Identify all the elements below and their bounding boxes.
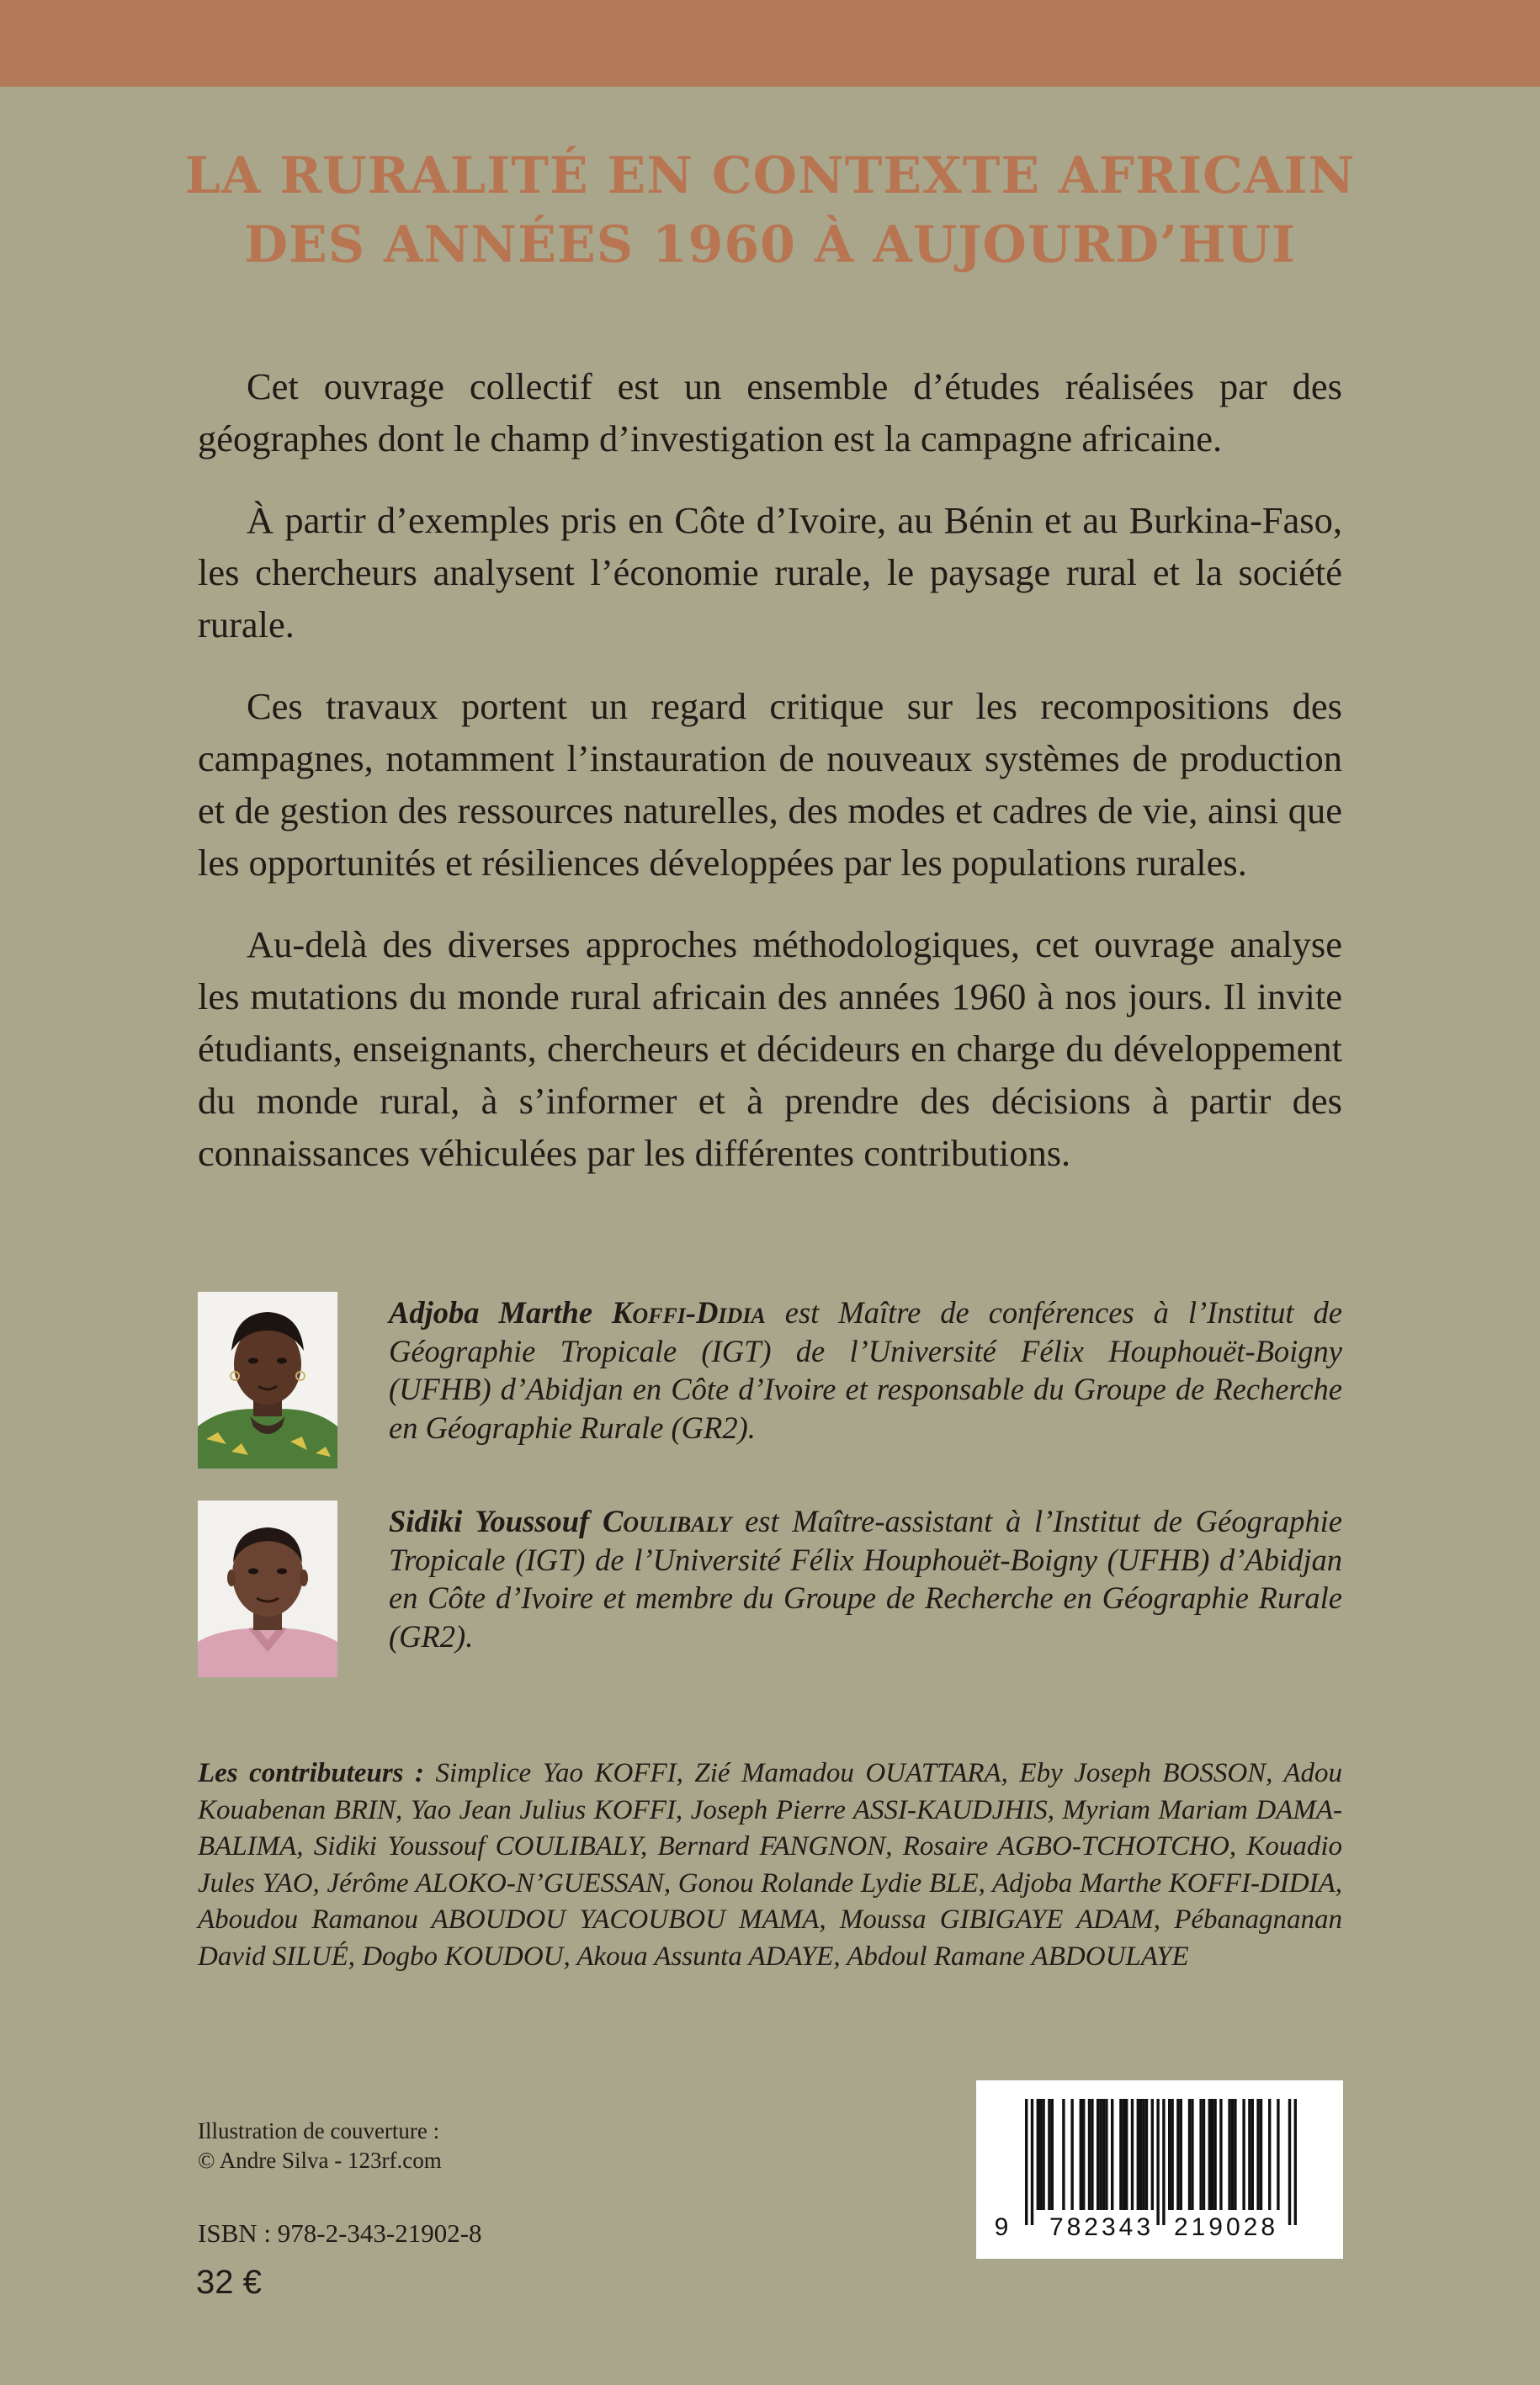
barcode-graphic bbox=[976, 2080, 1343, 2259]
barcode-bar bbox=[1139, 2099, 1142, 2210]
barcode-bar bbox=[1288, 2099, 1291, 2225]
barcode-bar bbox=[1277, 2099, 1279, 2210]
contributors-list bbox=[198, 1756, 1342, 1975]
barcode-bar bbox=[1151, 2099, 1154, 2210]
barcode-bar bbox=[1051, 2099, 1054, 2210]
contributors-label: Les contributeurs : bbox=[198, 1758, 425, 1788]
barcode-bar bbox=[1131, 2099, 1134, 2210]
author-2-surname: Coulibaly bbox=[602, 1504, 732, 1538]
barcode-bar bbox=[1042, 2099, 1044, 2210]
barcode-bar bbox=[1251, 2099, 1254, 2210]
barcode-bar bbox=[1213, 2099, 1216, 2210]
top-color-band bbox=[0, 0, 1540, 87]
barcode-bar bbox=[1070, 2099, 1073, 2210]
barcode-bar bbox=[1188, 2099, 1191, 2210]
author-1-given-names: Adjoba Marthe bbox=[389, 1295, 593, 1330]
barcode-bar bbox=[1234, 2099, 1236, 2210]
barcode-bar bbox=[1031, 2099, 1033, 2225]
barcode-bar bbox=[1062, 2099, 1065, 2210]
barcode-bar bbox=[1168, 2099, 1171, 2210]
barcode-bar bbox=[1125, 2099, 1128, 2210]
barcode-bar bbox=[1123, 2099, 1125, 2210]
credit-line-2: © Andre Silva - 123rf.com bbox=[198, 2148, 442, 2173]
summary bbox=[198, 360, 1342, 1208]
barcode-bar bbox=[1025, 2099, 1028, 2225]
book-title-line-2: DES ANNÉES 1960 À AUJOURD’HUI bbox=[244, 215, 1296, 274]
book-title bbox=[0, 141, 1540, 279]
barcode-bar bbox=[1111, 2099, 1113, 2210]
author-1-surname: Koffi-Didia bbox=[612, 1295, 766, 1330]
barcode-bar bbox=[1219, 2099, 1222, 2210]
barcode-bar bbox=[1039, 2099, 1042, 2210]
barcode-bar bbox=[1231, 2099, 1234, 2210]
barcode-left-digits: 782343 bbox=[1049, 2213, 1155, 2241]
barcode-bar bbox=[1208, 2099, 1211, 2210]
barcode-bar bbox=[1203, 2099, 1205, 2210]
barcode-bar bbox=[1048, 2099, 1050, 2210]
barcode-bar bbox=[1176, 2099, 1179, 2210]
barcode-bar bbox=[1088, 2099, 1091, 2210]
author-2-description: est Maître-assistant à l’Institut de Géographie Tropicale (IGT) de l’Université Félix Houphouët-Boigny (UFHB) d’Abidjan en Côte d’Ivoire et membre du Groupe de Recherche en Géographie Rurale (GR2). bbox=[389, 1504, 1342, 1654]
barcode-bar bbox=[1102, 2099, 1105, 2210]
barcode-bar bbox=[1242, 2099, 1245, 2210]
barcode-bar bbox=[1082, 2099, 1085, 2210]
cover-illustration-credit bbox=[198, 2117, 619, 2175]
barcode-bar bbox=[1180, 2099, 1182, 2210]
author-1-description: est Maître de conférences à l’Institut de Géographie Tropicale (IGT) de l’Université Félix Houphouët-Boigny (UFHB) d’Abidjan en Côte d’Ivoire et responsable du Groupe de Recherche en Géographie Rurale (GR2). bbox=[389, 1295, 1342, 1445]
barcode-bar bbox=[1080, 2099, 1082, 2210]
barcode-bar bbox=[1099, 2099, 1102, 2210]
credit-line-1: Illustration de couverture : bbox=[198, 2118, 440, 2143]
barcode-bar bbox=[1162, 2099, 1165, 2225]
barcode-bar bbox=[1145, 2099, 1148, 2210]
barcode-bar bbox=[1248, 2099, 1251, 2210]
author-photo-2 bbox=[198, 1501, 337, 1677]
contributors-names: Simplice Yao KOFFI, Zié Mamadou OUATTARA, Eby Joseph BOSSON, Adou Kouabenan BRIN, Yao Jean Julius KOFFI, Joseph Pierre ASSI-KAUDJHIS, Myriam Mariam DAMA- BALIMA, Sidiki Youssouf COULIBALY, Bernard FANGNON, Rosaire AGBO-TCHOTCHO, Kouadio Jules YAO, Jérôme ALOKO-N’GUESSAN, Gonou Rolande Lydie BLE, Adjoba Marthe KOFFI-DIDIA, Aboudou Ramanou ABOUDOU YACOUBOU MAMA, Moussa GIBIGAYE ADAM, Pébanagnanan David SILUÉ, Dogbo KOUDOU, Akoua Assunta ADAYE, Abdoul Ramane ABDOULAYE bbox=[198, 1758, 1342, 1972]
barcode-right-digits: 219028 bbox=[1173, 2213, 1279, 2241]
book-title-line-1: LA RURALITÉ EN CONTEXTE AFRICAIN bbox=[184, 146, 1356, 205]
summary-paragraph-4: Au-delà des diverses approches méthodologiques, cet ouvrage analyse les mutations du monde rural africain des années 1960 à nos jours. Il invite étudiants, enseignants, chercheurs et décideurs en charge du développement du monde rural, à s’informer et à prendre des décisions à partir des connaissances véhiculées par les différentes contributions. bbox=[198, 923, 1342, 1174]
barcode-bar bbox=[1228, 2099, 1230, 2210]
barcode-bar bbox=[1097, 2099, 1099, 2210]
summary-paragraph-1: Cet ouvrage collectif est un ensemble d’études réalisées par des géographes dont le champ d’investigation est la campagne africaine. bbox=[198, 365, 1342, 459]
barcode-bar bbox=[1260, 2099, 1262, 2210]
barcode-bar bbox=[1256, 2099, 1259, 2210]
summary-paragraph-3: Ces travaux portent un regard critique sur les recompositions des campagnes, notamment l’instauration de nouveaux systèmes de production et de gestion des ressources naturelles, des modes et cadres de vie, ainsi que les opportunités et résiliences développées par les populations rurales. bbox=[198, 685, 1342, 884]
barcode-bar bbox=[1268, 2099, 1271, 2210]
barcode-bar bbox=[1137, 2099, 1139, 2210]
barcode-bar bbox=[1119, 2099, 1122, 2210]
author-photo-1 bbox=[198, 1292, 337, 1469]
barcode-bar bbox=[1191, 2099, 1193, 2210]
summary-paragraph-2: À partir d’exemples pris en Côte d’Ivoire, au Bénin et au Burkina-Faso, les chercheurs analysent l’économie rurale, le paysage rural et la société rurale. bbox=[198, 499, 1342, 645]
barcode-bar bbox=[1037, 2099, 1039, 2210]
barcode-bar bbox=[1294, 2099, 1297, 2225]
author-block-2 bbox=[198, 1501, 1342, 1681]
barcode-first-digit: 9 bbox=[994, 2213, 1009, 2241]
author-2-given-names: Sidiki Youssouf bbox=[389, 1504, 590, 1538]
author-bio-1 bbox=[389, 1293, 1342, 1447]
author-block-1 bbox=[198, 1292, 1342, 1473]
barcode-bar bbox=[1199, 2099, 1202, 2210]
barcode-bar bbox=[1105, 2099, 1107, 2210]
barcode-bar bbox=[1171, 2099, 1173, 2210]
isbn: ISBN : 978-2-343-21902-8 bbox=[198, 2218, 482, 2248]
price: 32 € bbox=[196, 2264, 262, 2301]
barcode bbox=[976, 2080, 1343, 2259]
barcode-bar bbox=[1211, 2099, 1213, 2210]
barcode-bar bbox=[1091, 2099, 1093, 2210]
barcode-bar bbox=[1142, 2099, 1144, 2210]
author-bio-2 bbox=[389, 1502, 1342, 1655]
barcode-bar bbox=[1156, 2099, 1159, 2225]
